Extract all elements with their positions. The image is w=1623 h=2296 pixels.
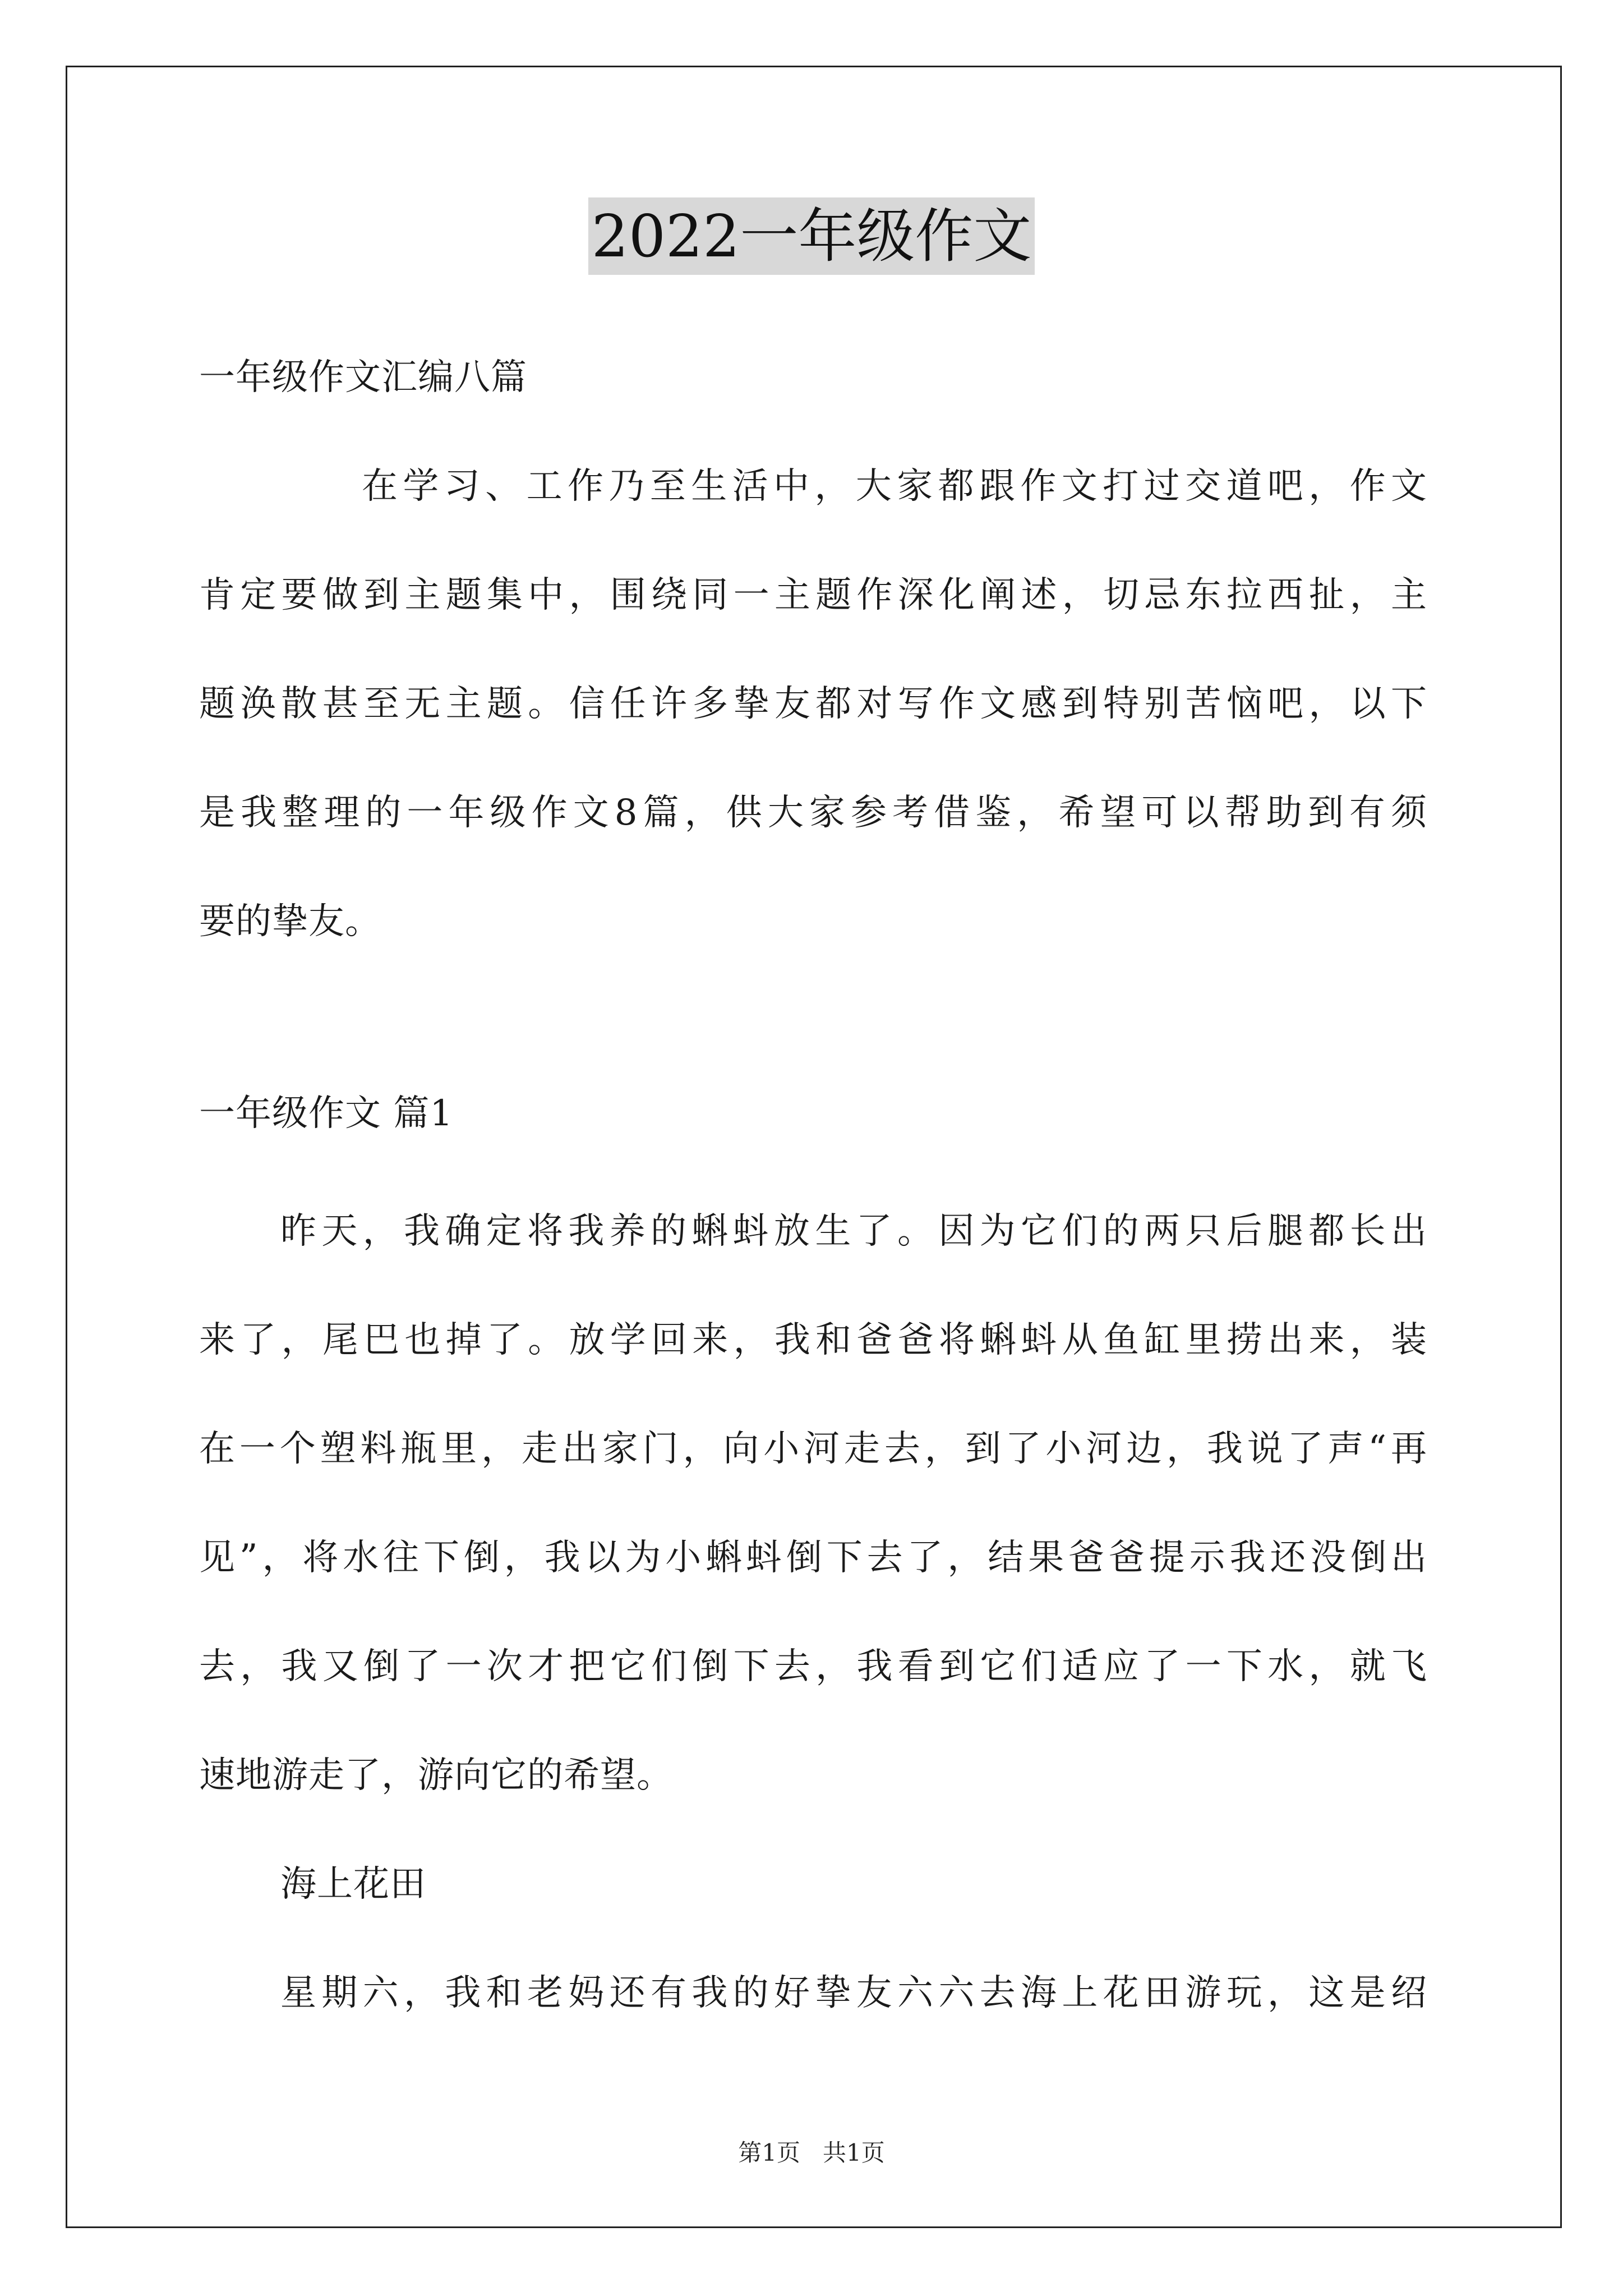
subheading: 海上花田 — [280, 1864, 426, 1905]
title-container — [0, 197, 1623, 275]
section-1-line-4: 见”，将水往下倒，我以为小蝌蚪倒下去了，结果爸爸提示我还没倒出 — [199, 1537, 1427, 1579]
intro-line-4: 是我整理的一年级作文8篇，供大家参考借鉴，希望可以帮助到有须 — [199, 792, 1427, 834]
document-heading: 一年级作文汇编八篇 — [199, 357, 527, 398]
document-title: 2022一年级作文 — [588, 197, 1035, 275]
section-1-line-2: 来了，尾巴也掉了。放学回来，我和爸爸将蝌蚪从鱼缸里捞出来，装 — [199, 1319, 1427, 1361]
intro-line-1: 在学习、工作乃至生活中，大家都跟作文打过交道吧，作文 — [362, 466, 1427, 507]
section-1-line-6: 速地游走了，游向它的希望。 — [199, 1755, 673, 1796]
section-1-line-3: 在一个塑料瓶里，走出家门，向小河走去，到了小河边，我说了声“再 — [199, 1428, 1427, 1470]
intro-line-3: 题涣散甚至无主题。信任许多挚友都对写作文感到特别苦恼吧，以下 — [199, 683, 1427, 725]
section-1-line-5: 去，我又倒了一次才把它们倒下去，我看到它们适应了一下水，就飞 — [199, 1646, 1427, 1687]
section-1-title: 一年级作文 篇1 — [199, 1093, 454, 1134]
page-footer: 第1页 共1页 — [738, 2139, 885, 2166]
intro-line-2: 肯定要做到主题集中，围绕同一主题作深化阐述，切忌东拉西扯，主 — [199, 574, 1427, 616]
section-2-line-1: 星期六，我和老妈还有我的好挚友六六去海上花田游玩，这是绍 — [280, 1972, 1427, 2014]
section-1-line-1: 昨天，我确定将我养的蝌蚪放生了。因为它们的两只后腿都长出 — [280, 1211, 1427, 1252]
intro-line-5: 要的挚友。 — [199, 901, 381, 942]
